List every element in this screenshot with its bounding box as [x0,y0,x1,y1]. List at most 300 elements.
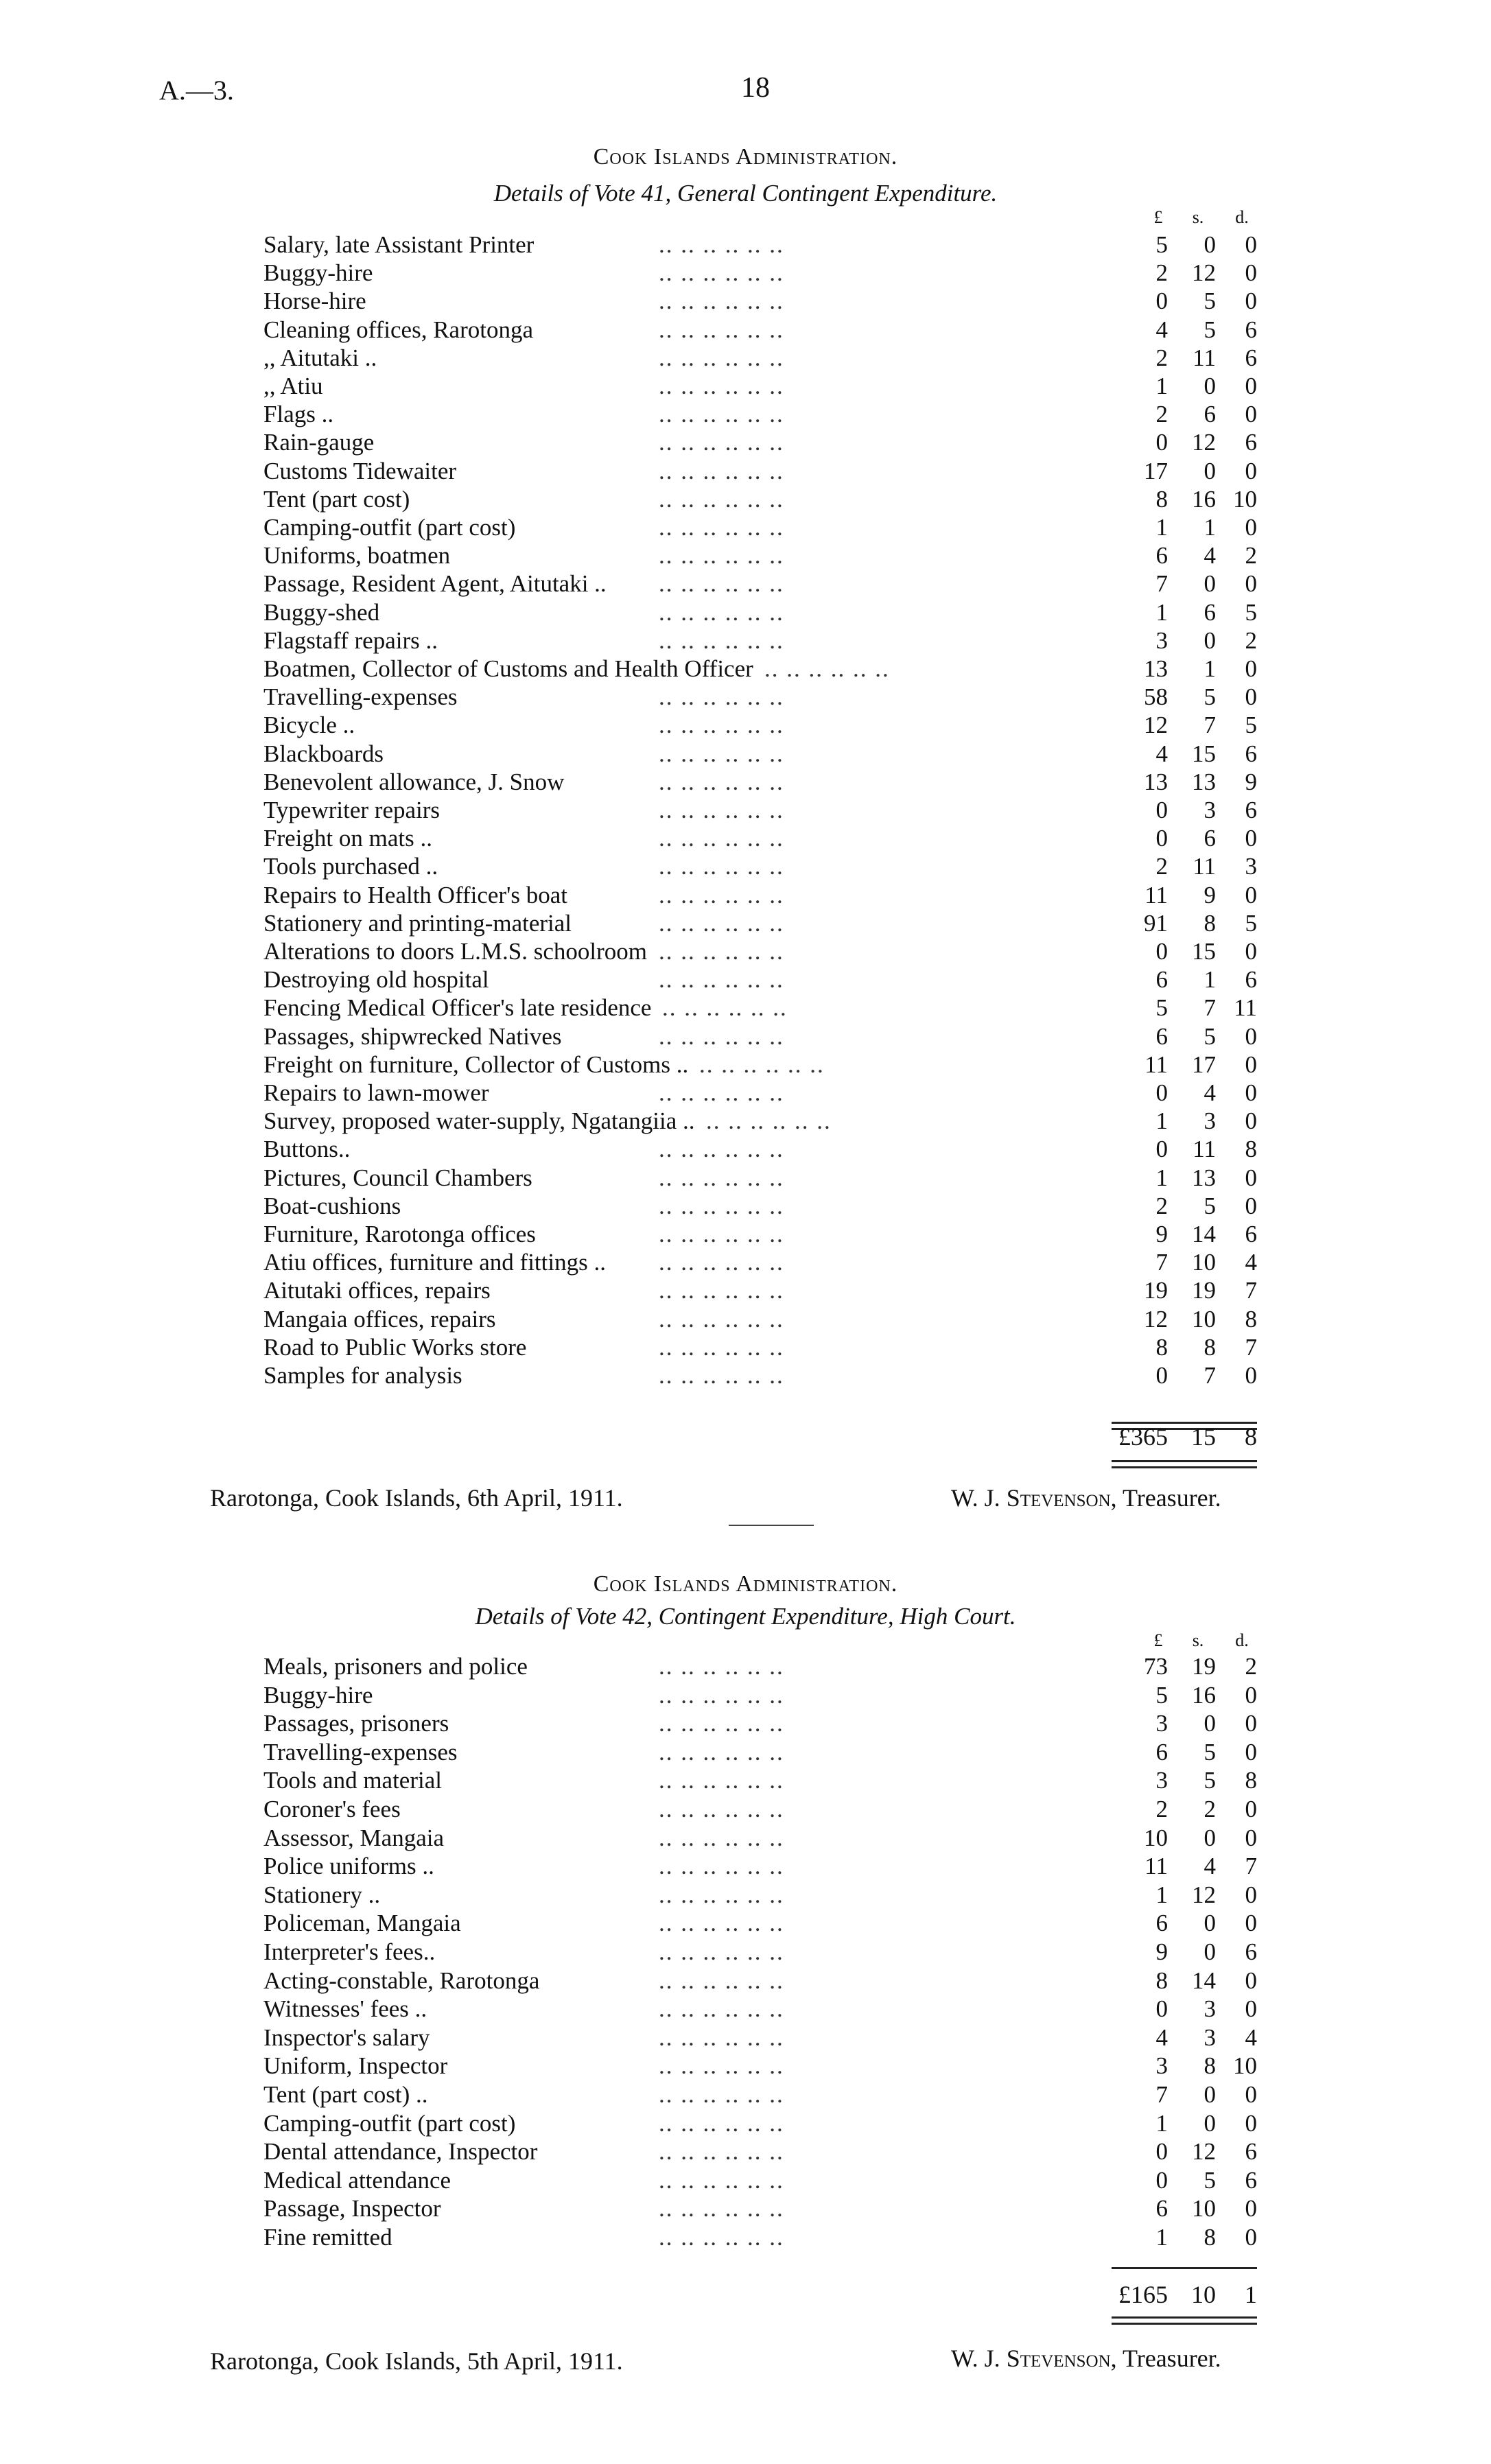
item-description: Flagstaff repairs .. [263,626,438,654]
amount-pounds: 12 [1144,1305,1168,1333]
ledger-row [0,965,1491,994]
ledger-row [0,485,1491,513]
amount-pounds: 10 [1144,1824,1168,1851]
ledger-row [0,2166,1491,2194]
leader-dots: .. .. .. .. .. .. [659,1192,784,1219]
amount-pounds: 0 [1155,1362,1168,1389]
leader-dots: .. .. .. .. .. .. [659,1995,784,2023]
ledger-row [0,909,1491,937]
leader-dots: .. .. .. .. .. .. [659,1967,784,1994]
amount-shillings: 5 [1204,1022,1216,1050]
item-description: Rain-gauge [263,429,375,456]
amount-pence: 0 [1245,457,1257,484]
amount-pounds: 2 [1155,853,1168,880]
leader-dots: .. .. .. .. .. .. [659,485,784,513]
amount-pounds: 3 [1155,1767,1168,1794]
amount-pounds: 1 [1155,1881,1168,1908]
leader-dots: .. .. .. .. .. .. [659,514,784,541]
amount-shillings: 3 [1204,2023,1216,2051]
amount-shillings: 16 [1192,1681,1216,1709]
amount-pence: 6 [1245,344,1257,371]
amount-pounds: 91 [1144,909,1168,937]
section-heading: Cook Islands Administration. [593,144,898,169]
ledger-row [0,711,1491,739]
amount-shillings: 0 [1204,457,1216,484]
item-description: Customs Tidewaiter [263,457,457,484]
ledger-row [0,1276,1491,1304]
amount-pounds: 13 [1144,768,1168,795]
amount-shillings: 8 [1204,2052,1216,2080]
amount-pence: 0 [1245,938,1257,965]
item-description: Passages, shipwrecked Natives [263,1022,562,1050]
ledger-row [0,1738,1491,1766]
ledger-row [0,1681,1491,1709]
leader-dots: .. .. .. .. .. .. [659,429,784,456]
amount-pounds: 5 [1155,231,1168,258]
amount-pounds: 2 [1155,344,1168,371]
amount-pence: 6 [1245,797,1257,823]
amount-shillings: 15 [1192,938,1216,965]
amount-pounds: 0 [1155,1079,1168,1106]
leader-dots: .. .. .. .. .. .. [659,2166,784,2194]
leader-dots: .. .. .. .. .. .. [659,2109,784,2137]
ledger-row [0,287,1491,315]
amount-pounds: 1 [1155,2224,1168,2251]
signer-initials: W. J. [951,2345,1000,2372]
amount-pence: 6 [1245,2166,1257,2194]
leader-dots: .. .. .. .. .. .. [659,1681,784,1709]
amount-pounds: 12 [1144,712,1168,739]
ledger-row [0,344,1491,372]
ledger-row [0,824,1491,852]
amount-pounds: 6 [1155,542,1168,570]
amount-pence: 0 [1245,1107,1257,1135]
item-description: Cleaning offices, Rarotonga [263,316,533,343]
leader-dots: .. .. .. .. .. .. [659,825,784,852]
amount-pence: 0 [1245,1738,1257,1765]
amount-pence: 7 [1245,1277,1257,1304]
amount-pounds: 0 [1155,429,1168,456]
amount-pounds: 9 [1155,1221,1168,1247]
amount-pence: 6 [1245,966,1257,994]
signer-initials: W. J. [951,1484,1000,1512]
ledger-row [0,1995,1491,2023]
item-description: Aitutaki offices, repairs [263,1277,491,1304]
ledger-row [0,513,1491,541]
item-description: Alterations to doors L.M.S. schoolroom [263,938,647,965]
ledger-row [0,2109,1491,2137]
ledger-row [0,1164,1491,1192]
amount-pence: 7 [1245,1333,1257,1361]
amount-pence: 0 [1245,1079,1257,1106]
amount-pounds: 1 [1155,1164,1168,1191]
leader-dots: .. .. .. .. .. .. [659,1853,784,1880]
amount-pounds: 6 [1155,1910,1168,1937]
item-description: Tools purchased .. [263,853,438,880]
ledger-row [0,1022,1491,1051]
amount-shillings: 12 [1192,1881,1216,1908]
leader-dots: .. .. .. .. .. .. [659,2195,784,2222]
amount-pence: 7 [1245,1853,1257,1880]
amount-shillings: 0 [1204,231,1216,258]
item-description: Travelling-expenses [263,683,458,711]
page-reference: A.—3. [159,75,234,106]
section-total-line [0,2279,1491,2310]
ledger-row [0,937,1491,965]
amount-pence: 6 [1245,316,1257,343]
leader-dots: .. .. .. .. .. .. [659,853,784,880]
amount-shillings: 13 [1192,1164,1216,1191]
amount-pounds: 11 [1144,1853,1168,1880]
item-description: Inspector's salary [263,2023,430,2051]
total-pounds: £165 [1118,2281,1168,2308]
leader-dots: .. .. .. .. .. .. [659,909,784,937]
amount-shillings: 15 [1192,740,1216,767]
amount-pounds: 2 [1155,1796,1168,1822]
amount-pence: 0 [1245,2195,1257,2222]
ledger-row [0,1192,1491,1220]
amount-shillings: 0 [1204,626,1216,654]
amount-pounds: 2 [1155,1192,1168,1219]
leader-dots: .. .. .. .. .. .. [659,2138,784,2166]
ledger-row [0,1333,1491,1361]
ledger-row [0,1766,1491,1794]
item-description: Tent (part cost) .. [263,2081,428,2108]
amount-pounds: 1 [1155,2109,1168,2137]
item-description: Meals, prisoners and police [263,1653,528,1680]
amount-pence: 0 [1245,1164,1257,1191]
amount-pence: 6 [1245,1938,1257,1965]
amount-pence: 0 [1245,1881,1257,1908]
item-description: Survey, proposed water-supply, Ngatangiia .. [263,1107,695,1135]
item-description: ,, Aitutaki .. [263,344,377,371]
amount-pence: 0 [1245,373,1257,399]
leader-dots: .. .. .. .. .. .. [659,768,784,795]
amount-pence: 0 [1245,1967,1257,1994]
ledger-row [0,541,1491,570]
shillings-column-header: s. [1192,1630,1204,1650]
amount-pence: 5 [1245,909,1257,937]
amount-shillings: 9 [1204,881,1216,908]
item-description: Samples for analysis [263,1362,462,1389]
place-and-date: Rarotonga, Cook Islands, 6th April, 1911. [210,1484,623,1512]
amount-shillings: 1 [1204,966,1216,994]
amount-pounds: 19 [1144,1277,1168,1304]
leader-dots: .. .. .. .. .. .. [659,1305,784,1333]
leader-dots: .. .. .. .. .. .. [659,1362,784,1389]
total-double-rule [1112,1460,1257,1468]
ledger-row [0,2223,1491,2251]
item-description: Policeman, Mangaia [263,1910,461,1937]
leader-dots: .. .. .. .. .. .. [659,1079,784,1106]
signer-name: Stevenson, [1006,2345,1117,2372]
amount-pounds: 0 [1155,797,1168,823]
amount-shillings: 5 [1204,316,1216,343]
leader-dots: .. .. .. .. .. .. [659,259,784,287]
amount-pounds: 4 [1155,2023,1168,2051]
amount-pounds: 2 [1155,401,1168,428]
amount-pence: 0 [1245,514,1257,541]
amount-shillings: 0 [1204,373,1216,399]
amount-pounds: 1 [1155,1107,1168,1135]
amount-pounds: 8 [1155,485,1168,513]
item-description: Assessor, Mangaia [263,1824,444,1851]
item-description: Bicycle .. [263,712,355,739]
ledger-row [0,231,1491,259]
amount-shillings: 7 [1204,994,1216,1022]
item-description: Tools and material [263,1767,442,1794]
item-description: Fine remitted [263,2224,392,2251]
amount-pounds: 4 [1155,316,1168,343]
amount-shillings: 3 [1204,1107,1216,1135]
ledger-row [0,1361,1491,1389]
amount-pounds: 8 [1155,1333,1168,1361]
total-rule [1112,2267,1257,2269]
amount-shillings: 0 [1204,1824,1216,1851]
ledger-row [0,1824,1491,1852]
leader-dots: .. .. .. .. .. .. [659,1277,784,1304]
ledger-row [0,1709,1491,1737]
ledger-row [0,316,1491,344]
amount-shillings: 0 [1204,1710,1216,1737]
item-description: Benevolent allowance, J. Snow [263,768,565,795]
leader-dots: .. .. .. .. .. .. [659,1938,784,1965]
item-description: Witnesses' fees .. [263,1995,427,2023]
amount-pence: 0 [1245,1022,1257,1050]
amount-shillings: 4 [1204,1079,1216,1106]
amount-pence: 0 [1245,401,1257,428]
amount-shillings: 0 [1204,2081,1216,2108]
leader-dots: .. .. .. .. .. .. [659,1796,784,1822]
ledger-row [0,1938,1491,1966]
item-description: Buggy-hire [263,1681,373,1709]
leader-dots: .. .. .. .. .. .. [662,994,788,1022]
amount-pence: 9 [1245,768,1257,795]
amount-pounds: 0 [1155,288,1168,315]
pence-column-header: d. [1235,1630,1249,1650]
item-description: Police uniforms .. [263,1853,434,1880]
ledger-row [0,598,1491,626]
amount-pounds: 7 [1155,2081,1168,2108]
ledger-row [0,796,1491,824]
amount-pence: 2 [1245,626,1257,654]
amount-shillings: 0 [1204,1938,1216,1965]
item-description: Camping-outfit (part cost) [263,514,516,541]
leader-dots: .. .. .. .. .. .. [659,1653,784,1680]
signer-title: Treasurer. [1123,2345,1221,2372]
item-description: Flags .. [263,401,334,428]
amount-pounds: 6 [1155,1738,1168,1765]
amount-pounds: 3 [1155,626,1168,654]
signer-name: Stevenson, [1006,1484,1117,1512]
section-subheading: Details of Vote 41, General Contingent Expenditure. [493,180,998,207]
item-description: Destroying old hospital [263,966,489,994]
ledger-row [0,400,1491,428]
leader-dots: .. .. .. .. .. .. [659,598,784,626]
amount-shillings: 14 [1192,1967,1216,1994]
ledger-row [0,428,1491,456]
ledger-row [0,2194,1491,2222]
amount-pounds: 1 [1155,514,1168,541]
item-description: Buttons.. [263,1136,351,1163]
item-description: Stationery and printing-material [263,909,572,937]
leader-dots: .. .. .. .. .. .. [764,655,890,682]
pence-column-header: d. [1235,207,1249,227]
amount-pence: 4 [1245,1249,1257,1276]
amount-pence: 0 [1245,683,1257,711]
leader-dots: .. .. .. .. .. .. [659,457,784,484]
leader-dots: .. .. .. .. .. .. [659,542,784,570]
ledger-row [0,626,1491,655]
amount-pence: 0 [1245,655,1257,682]
ledger-row [0,1107,1491,1135]
amount-shillings: 4 [1204,1853,1216,1880]
signature-line [951,1483,1221,1512]
amount-pence: 0 [1245,2224,1257,2251]
leader-dots: .. .. .. .. .. .. [659,231,784,258]
ledger-row [0,683,1491,711]
leader-dots: .. .. .. .. .. .. [659,881,784,908]
amount-pounds: 7 [1155,570,1168,598]
amount-pence: 8 [1245,1767,1257,1794]
item-description: Freight on mats .. [263,825,432,852]
item-description: Salary, late Assistant Printer [263,231,535,258]
total-pounds: £365 [1118,1423,1168,1451]
amount-shillings: 19 [1192,1653,1216,1680]
amount-pence: 0 [1245,288,1257,315]
ledger-row [0,372,1491,400]
place-and-date: Rarotonga, Cook Islands, 5th April, 1911. [210,2347,623,2375]
amount-pounds: 13 [1144,655,1168,682]
total-pence: 8 [1245,1423,1257,1451]
amount-pence: 0 [1245,2109,1257,2137]
amount-pence: 8 [1245,1136,1257,1163]
amount-pence: 0 [1245,570,1257,598]
amount-shillings: 3 [1204,1995,1216,2023]
ledger-row [0,570,1491,598]
amount-pounds: 11 [1144,1051,1168,1078]
amount-pounds: 1 [1155,373,1168,399]
leader-dots: .. .. .. .. .. .. [659,683,784,711]
ledger-row [0,1795,1491,1823]
ledger-row [0,768,1491,796]
amount-shillings: 4 [1204,542,1216,570]
item-description: Atiu offices, furniture and fittings .. [263,1249,606,1276]
amount-shillings: 0 [1204,1910,1216,1937]
amount-pence: 0 [1245,1910,1257,1937]
amount-pounds: 0 [1155,825,1168,852]
leader-dots: .. .. .. .. .. .. [659,1710,784,1737]
ledger-row [0,1135,1491,1163]
amount-pence: 0 [1245,825,1257,852]
amount-pence: 0 [1245,1710,1257,1737]
amount-shillings: 0 [1204,2109,1216,2137]
ledger-row [0,2023,1491,2052]
ledger-row [0,881,1491,909]
amount-pence: 11 [1234,994,1257,1022]
amount-pounds: 0 [1155,938,1168,965]
amount-shillings: 5 [1204,2166,1216,2194]
amount-shillings: 16 [1192,485,1216,513]
ledger-row [0,1220,1491,1248]
amount-pounds: 6 [1155,1022,1168,1050]
amount-shillings: 11 [1193,1136,1216,1163]
leader-dots: .. .. .. .. .. .. [659,1881,784,1908]
leader-dots: .. .. .. .. .. .. [706,1107,832,1135]
ledger-row [0,1305,1491,1333]
leader-dots: .. .. .. .. .. .. [659,740,784,767]
amount-pence: 0 [1245,259,1257,287]
amount-pounds: 4 [1155,740,1168,767]
leader-dots: .. .. .. .. .. .. [659,1136,784,1163]
item-description: Passages, prisoners [263,1710,449,1737]
amount-pence: 5 [1245,598,1257,626]
amount-shillings: 5 [1204,1192,1216,1219]
amount-shillings: 19 [1192,1277,1216,1304]
amount-shillings: 14 [1192,1221,1216,1247]
leader-dots: .. .. .. .. .. .. [659,316,784,343]
item-description: Horse-hire [263,288,366,315]
item-description: Travelling-expenses [263,1738,458,1765]
amount-pence: 6 [1245,2138,1257,2166]
amount-pounds: 6 [1155,2195,1168,2222]
amount-pounds: 1 [1155,598,1168,626]
amount-shillings: 6 [1204,401,1216,428]
ledger-row [0,852,1491,880]
item-description: Pictures, Council Chambers [263,1164,532,1191]
amount-shillings: 1 [1204,514,1216,541]
amount-pence: 2 [1245,1653,1257,1680]
pounds-column-header: £ [1153,207,1163,227]
leader-dots: .. .. .. .. .. .. [659,1221,784,1247]
amount-pence: 0 [1245,1051,1257,1078]
amount-pounds: 3 [1155,1710,1168,1737]
leader-dots: .. .. .. .. .. .. [659,570,784,598]
amount-pounds: 0 [1155,2166,1168,2194]
amount-pounds: 11 [1144,881,1168,908]
total-pence: 1 [1245,2281,1257,2308]
item-description: Medical attendance [263,2166,451,2194]
amount-pounds: 2 [1155,259,1168,287]
amount-shillings: 6 [1204,825,1216,852]
ledger-row [0,1051,1491,1079]
amount-pence: 4 [1245,2023,1257,2051]
amount-pence: 6 [1245,429,1257,456]
amount-shillings: 8 [1204,1333,1216,1361]
amount-pence: 6 [1245,740,1257,767]
signature-line [951,2344,1221,2373]
amount-pence: 0 [1245,881,1257,908]
item-description: Coroner's fees [263,1796,401,1822]
leader-dots: .. .. .. .. .. .. [659,1333,784,1361]
leader-dots: .. .. .. .. .. .. [659,712,784,739]
amount-pounds: 17 [1144,457,1168,484]
leader-dots: .. .. .. .. .. .. [659,1249,784,1276]
amount-pounds: 8 [1155,1967,1168,1994]
ledger-row [0,1079,1491,1107]
leader-dots: .. .. .. .. .. .. [659,2081,784,2108]
ledger-row [0,1248,1491,1276]
leader-dots: .. .. .. .. .. .. [659,1910,784,1937]
amount-pence: 8 [1245,1305,1257,1333]
amount-shillings: 5 [1204,1738,1216,1765]
item-description: Repairs to Health Officer's boat [263,881,568,908]
item-description: Repairs to lawn-mower [263,1079,489,1106]
item-description: Interpreter's fees.. [263,1938,436,1965]
item-description: Buggy-shed [263,598,380,626]
amount-pounds: 73 [1144,1653,1168,1680]
amount-shillings: 5 [1204,288,1216,315]
